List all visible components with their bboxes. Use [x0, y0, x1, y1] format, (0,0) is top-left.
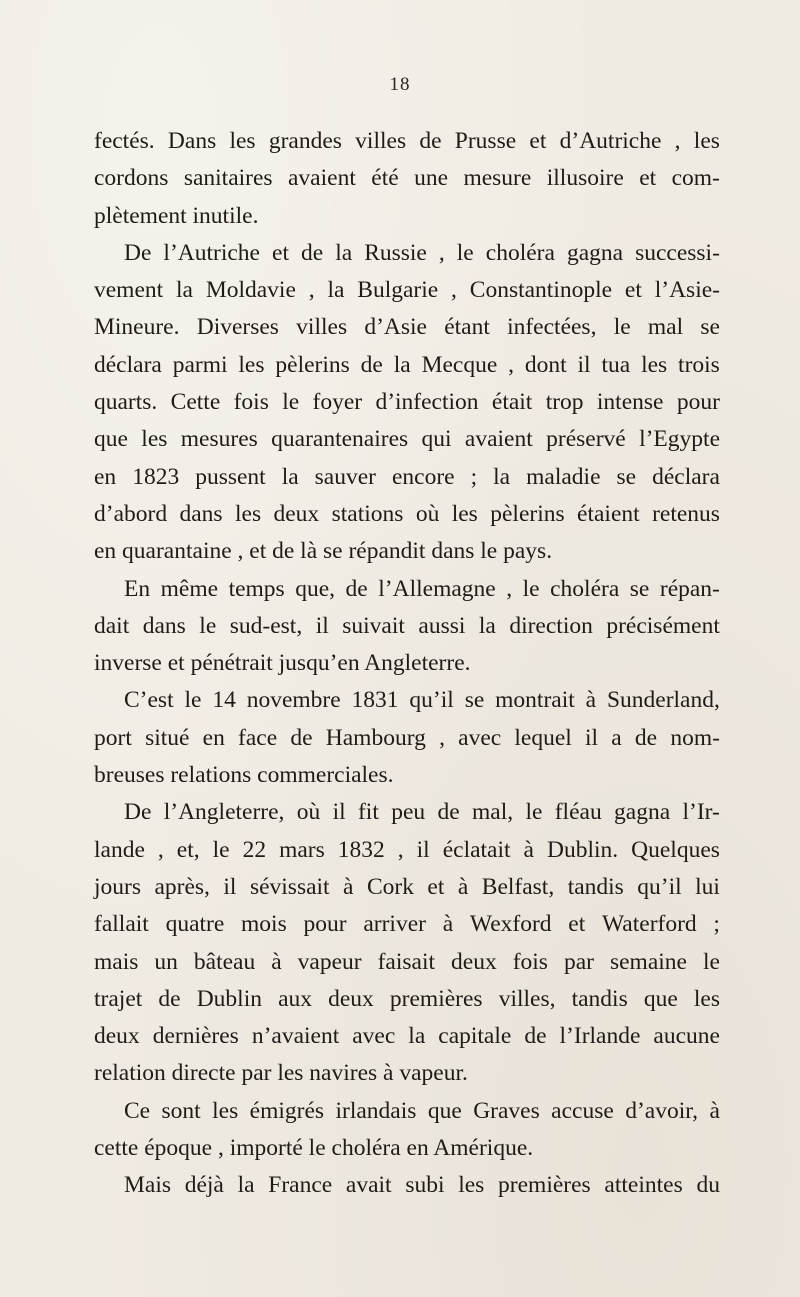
text-line: C’est le 14 novembre 1831 qu’il se montrait à Sunderland,	[124, 687, 720, 714]
text-line: d’abord dans les deux stations où les pèlerins étaient retenus	[94, 500, 720, 527]
text-line: dait dans le sud-est, il suivait aussi la direction précisément	[94, 612, 720, 639]
text-line: trajet de Dublin aux deux premières villes, tandis que les	[94, 985, 720, 1012]
text-line: Mineure. Diverses villes d’Asie étant infectées, le mal se	[94, 314, 720, 341]
text-line: déclara parmi les pèlerins de la Mecque , dont il tua les trois	[94, 351, 720, 378]
text-line: lande , et, le 22 mars 1832 , il éclatait à Dublin. Quelques	[94, 836, 720, 863]
text-line: relation directe par les navires à vapeur.	[94, 1060, 468, 1087]
text-line: breuses relations commerciales.	[94, 762, 394, 789]
text-line: vement la Moldavie , la Bulgarie , Constantinople et l’Asie-	[94, 277, 720, 304]
text-line: De l’Angleterre, où il fit peu de mal, le fléau gagna l’Ir-	[124, 799, 720, 826]
text-line: Mais déjà la France avait subi les premières atteintes du	[124, 1172, 720, 1199]
text-line: port situé en face de Hambourg , avec lequel il a de nom-	[94, 724, 720, 751]
text-line: quarts. Cette fois le foyer d’infection était trop intense pour	[94, 389, 720, 416]
text-line: fallait quatre mois pour arriver à Wexford et Waterford ;	[94, 911, 720, 938]
body-text	[94, 123, 720, 1205]
text-line: jours après, il sévissait à Cork et à Belfast, tandis qu’il lui	[94, 873, 720, 900]
text-line: Ce sont les émigrés irlandais que Graves accuse d’avoir, à	[124, 1097, 720, 1124]
text-line: en quarantaine , et de là se répandit dans le pays.	[94, 538, 553, 565]
text-line: deux dernières n’avaient avec la capitale de l’Irlande aucune	[94, 1023, 720, 1050]
text-line: En même temps que, de l’Allemagne , le choléra se répan-	[124, 575, 720, 602]
text-line: en 1823 pussent la sauver encore ; la maladie se déclara	[94, 463, 720, 490]
page-number: 18	[389, 74, 411, 95]
text-line: que les mesures quarantenaires qui avaient préservé l’Egypte	[94, 426, 720, 453]
text-line: De l’Autriche et de la Russie , le choléra gagna successi-	[124, 239, 720, 266]
text-line: fectés. Dans les grandes villes de Prusse et d’Autriche , les	[94, 128, 720, 154]
text-line: cordons sanitaires avaient été une mesure illusoire et com-	[94, 165, 720, 192]
text-line: inverse et pénétrait jusqu’en Angleterre.	[94, 650, 471, 677]
text-line: cette époque , importé le choléra en Amérique.	[94, 1135, 534, 1162]
text-line: mais un bâteau à vapeur faisait deux fois par semaine le	[94, 948, 720, 975]
text-line: plètement inutile.	[94, 202, 259, 229]
